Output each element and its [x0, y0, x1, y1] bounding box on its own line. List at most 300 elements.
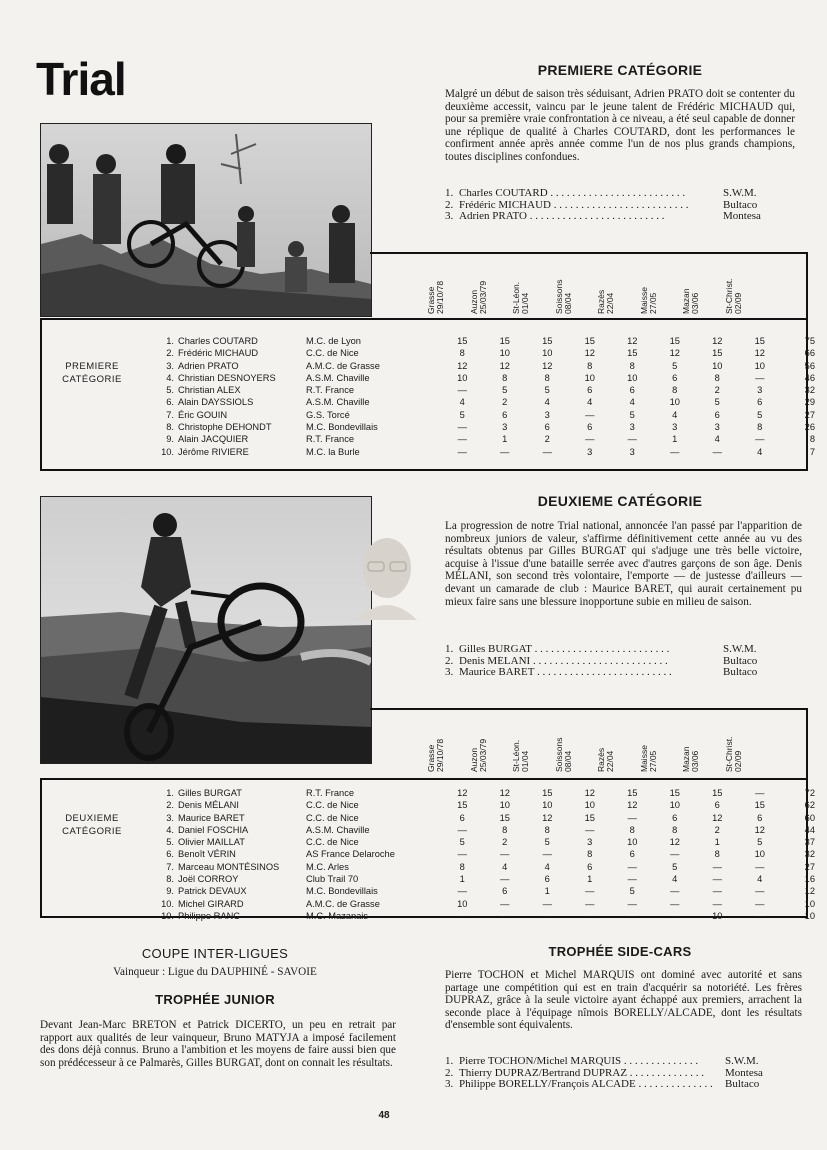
total-cell: 8 — [809, 434, 815, 445]
table-row — [150, 347, 815, 359]
score-cell: — — [755, 434, 765, 445]
club-cell: A.S.M. Chaville — [306, 397, 370, 408]
rider-name-cell: Joël CORROY — [178, 874, 239, 885]
score-cell: — — [500, 898, 510, 909]
rank-cell: 3. — [166, 812, 174, 823]
club-cell: C.C. de Nice — [306, 812, 359, 823]
podium-name: Maurice BARET . . . . . . . . . . . . . . . . . . . . . . . . . — [459, 667, 672, 679]
column-header: Mazan 03/06 — [681, 746, 700, 772]
rank-cell: 6. — [166, 397, 174, 408]
score-cell: 12 — [669, 837, 680, 848]
table-rule — [40, 778, 808, 780]
riders-photo — [40, 123, 372, 317]
score-cell: — — [670, 898, 680, 909]
sidecars-text: Pierre TOCHON et Michel MARQUIS ont dominé avec autorité et sans partage une compétition qui est en train d'acquérir sa notoriété. Les frères DUPRAZ, grâce à la seule victoire ayant échappé aux premiers, arrachent la seconde place à l'équipage nîmois BORELLY/ALCADE, dont les résultats d'ensemble sont équivalents. — [445, 969, 802, 1032]
table-row — [150, 360, 815, 372]
rank-cell: 9. — [166, 886, 174, 897]
score-cell: 10 — [542, 348, 553, 359]
table-row — [150, 898, 815, 910]
podium-row — [445, 644, 795, 656]
score-cell: 8 — [757, 422, 763, 433]
score-cell: 10 — [627, 837, 638, 848]
score-cell: 5 — [459, 409, 465, 420]
score-cell: — — [627, 434, 637, 445]
score-cell: 5 — [629, 409, 635, 420]
score-cell: 2 — [544, 434, 550, 445]
score-cell: 3 — [672, 422, 678, 433]
score-cell: 4 — [459, 397, 465, 408]
table-row — [150, 421, 815, 433]
page-title: Trial — [36, 53, 126, 105]
score-cell: 15 — [457, 800, 468, 811]
score-cell: 3 — [757, 385, 763, 396]
score-cell: 15 — [542, 336, 553, 346]
score-cell: — — [670, 446, 680, 457]
podium-rank: 2. — [445, 198, 454, 211]
score-cell: — — [712, 886, 722, 897]
score-cell: 4 — [629, 397, 635, 408]
rider-name-cell: Adrien PRATO — [178, 360, 239, 371]
score-cell: 5 — [757, 409, 763, 420]
table-rule — [40, 778, 42, 918]
score-cell: 4 — [502, 861, 508, 872]
rank-cell: 5. — [166, 385, 174, 396]
table-row — [150, 861, 815, 873]
column-header: Auzon 25/03/79 — [468, 280, 488, 314]
podium-name: Denis MÉLANI . . . . . . . . . . . . . . . . . . . . . . . . . — [459, 655, 668, 667]
club-cell: M.C. Arles — [306, 861, 349, 872]
score-cell: 15 — [712, 788, 723, 798]
score-cell: 12 — [542, 812, 553, 823]
score-cell: — — [670, 886, 680, 897]
club-cell: M.C. Bondevillais — [306, 886, 378, 897]
score-cell: 15 — [669, 788, 680, 798]
table-row — [150, 799, 815, 811]
score-cell: 1 — [587, 874, 593, 885]
rider-name-cell: Christophe DEHONDT — [178, 422, 272, 433]
premiere-heading: PREMIERE CATÉGORIE — [537, 62, 703, 78]
podium-row — [445, 667, 795, 679]
score-cell: 5 — [544, 837, 550, 848]
rank-cell: 3. — [166, 360, 174, 371]
column-header: Razès 22/04 — [596, 289, 615, 314]
coupe-winner: Vainqueur : Ligue du DAUPHINÉ - SAVOIE — [113, 966, 317, 978]
podium-brand: S.W.M. — [725, 1055, 759, 1067]
score-cell: 8 — [587, 360, 593, 371]
score-cell: 6 — [672, 812, 678, 823]
club-cell: A.M.C. de Grasse — [306, 898, 380, 909]
rider-name-cell: Charles COUTARD — [178, 336, 258, 346]
podium-name: Adrien PRATO . . . . . . . . . . . . . . . . . . . . . . . . . — [459, 211, 665, 223]
total-cell: 32 — [804, 849, 815, 860]
premiere-results-table — [150, 335, 815, 458]
total-cell: 75 — [804, 336, 815, 346]
total-cell: 12 — [804, 886, 815, 897]
podium-brand: Montesa — [723, 210, 761, 223]
score-cell: — — [585, 886, 595, 897]
score-cell: 12 — [754, 348, 765, 359]
rank-cell: 1. — [166, 788, 174, 798]
column-header: St-Christ. 02/09 — [723, 736, 743, 772]
score-cell: — — [500, 446, 510, 457]
score-cell: 10 — [754, 849, 765, 860]
score-cell: — — [755, 910, 765, 921]
podium-brand: Bultaco — [723, 654, 758, 667]
score-cell: 5 — [757, 837, 763, 848]
rank-cell: 4. — [166, 372, 174, 383]
score-cell: 4 — [757, 874, 763, 885]
total-cell: 62 — [804, 800, 815, 811]
score-cell: 10 — [584, 372, 595, 383]
score-cell: — — [755, 886, 765, 897]
score-cell: 8 — [502, 372, 508, 383]
total-cell: 27 — [804, 861, 815, 872]
podium-row — [445, 1079, 797, 1091]
table-row — [150, 446, 815, 458]
rider-name-cell: Jérôme RIVIERE — [178, 446, 249, 457]
rider-name-cell: Philippe RANC — [178, 910, 241, 921]
deuxieme-column-headers — [426, 714, 777, 772]
score-cell: — — [585, 898, 595, 909]
score-cell: 15 — [499, 812, 510, 823]
premiere-column-headers — [426, 258, 777, 314]
score-cell: — — [755, 372, 765, 383]
total-cell: 60 — [804, 812, 815, 823]
rider-name-cell: Marceau MONTÉSINOS — [178, 861, 280, 872]
score-cell: 10 — [627, 372, 638, 383]
total-cell: 7 — [809, 446, 815, 457]
rider-name-cell: Maurice BARET — [178, 812, 245, 823]
score-cell: 4 — [757, 446, 763, 457]
total-cell: 10 — [804, 910, 815, 921]
rider-name-cell: Benoît VÉRIN — [178, 849, 236, 860]
portrait-watermark — [352, 530, 422, 620]
score-cell: 8 — [672, 824, 678, 835]
score-cell: 15 — [457, 336, 468, 346]
club-cell: R.T. France — [306, 788, 355, 798]
score-cell: 12 — [457, 360, 468, 371]
score-cell: — — [500, 849, 510, 860]
podium-rank: 3. — [445, 666, 454, 679]
table-rule — [370, 252, 808, 254]
deuxieme-heading: DEUXIEME CATÉGORIE — [537, 493, 703, 509]
rank-cell: 4. — [166, 824, 174, 835]
score-cell: 4 — [544, 861, 550, 872]
score-cell: 2 — [714, 385, 720, 396]
podium-rank: 1. — [445, 1055, 454, 1067]
score-cell: 3 — [587, 837, 593, 848]
score-cell: 8 — [544, 372, 550, 383]
score-cell: 1 — [714, 837, 720, 848]
score-cell: — — [755, 861, 765, 872]
club-cell: M.C. la Burle — [306, 446, 360, 457]
score-cell: — — [500, 874, 510, 885]
table-rule — [370, 708, 808, 710]
jump-photo — [40, 496, 372, 764]
score-cell: 12 — [542, 360, 553, 371]
score-cell: 10 — [712, 360, 723, 371]
score-cell: 6 — [714, 409, 720, 420]
column-header: Soissons 08/04 — [553, 737, 573, 772]
score-cell: 12 — [457, 788, 468, 798]
club-cell: Club Trail 70 — [306, 874, 359, 885]
table-row — [150, 384, 815, 396]
rank-cell: 10. — [161, 898, 174, 909]
score-cell: — — [457, 446, 467, 457]
score-cell: 12 — [627, 800, 638, 811]
sidecars-podium — [445, 1056, 797, 1091]
score-cell: 5 — [459, 837, 465, 848]
rider-name-cell: Éric GOUIN — [178, 409, 228, 420]
portrait-watermark-image — [352, 530, 422, 620]
podium-rank: 1. — [445, 187, 454, 199]
rider-name-cell: Olivier MAILLAT — [178, 837, 245, 848]
score-cell: 12 — [754, 824, 765, 835]
table-row — [150, 824, 815, 836]
podium-name: Philippe BORELLY/François ALCADE . . . . . . . . . . . . . . — [459, 1079, 713, 1091]
column-header: St-Léon. 01/04 — [511, 281, 530, 314]
score-cell: 4 — [587, 397, 593, 408]
podium-rank: 1. — [445, 643, 454, 655]
score-cell: 15 — [627, 788, 638, 798]
club-cell: M.C. Mazanais — [306, 910, 368, 921]
table-row — [150, 335, 815, 347]
score-cell: 5 — [714, 397, 720, 408]
score-cell: 8 — [629, 360, 635, 371]
score-cell: — — [585, 434, 595, 445]
column-header: Grasse 29/10/78 — [426, 280, 445, 314]
score-cell: 8 — [587, 849, 593, 860]
rank-cell: 7. — [166, 409, 174, 420]
score-cell: — — [542, 910, 552, 921]
total-cell: 16 — [804, 874, 815, 885]
table-rule — [40, 469, 808, 471]
club-cell: R.T. France — [306, 434, 355, 445]
score-cell: 6 — [629, 849, 635, 860]
riders-photo-image — [41, 124, 371, 316]
table-row — [150, 848, 815, 860]
page-number: 48 — [378, 1110, 390, 1121]
score-cell: 6 — [587, 422, 593, 433]
score-cell: 6 — [757, 397, 763, 408]
score-cell: 6 — [587, 861, 593, 872]
score-cell: — — [627, 910, 637, 921]
rider-name-cell: Christian DESNOYERS — [178, 372, 276, 383]
rank-cell: 8. — [166, 422, 174, 433]
podium-brand: S.W.M. — [723, 187, 757, 199]
score-cell: 12 — [584, 348, 595, 359]
podium-name: Gilles BURGAT . . . . . . . . . . . . . . . . . . . . . . . . . — [459, 644, 670, 655]
rider-name-cell: Denis MÉLANI — [178, 800, 239, 811]
rank-cell: 8. — [166, 874, 174, 885]
podium-rank: 3. — [445, 1078, 454, 1091]
deuxieme-podium — [445, 644, 795, 679]
table-row — [150, 396, 815, 408]
column-header: Grasse 29/10/78 — [426, 738, 445, 772]
score-cell: — — [627, 861, 637, 872]
premiere-text: Malgré un début de saison très séduisant, Adrien PRATO doit se contenter du deuxième accessit, vaincu par le jeune talent de Frédéric MICHAUD qui, pour sa première vraie confrontation à ce niveau, a été seul capable de donner une réplique de qualité à Charles COUTARD, dont les performances le confirment année après année comme l'un de nos plus grands champions, toutes disciplines confondues. — [445, 88, 795, 163]
club-cell: AS France Delaroche — [306, 849, 395, 860]
score-cell: 15 — [754, 336, 765, 346]
table-rule — [40, 318, 808, 320]
total-cell: 10 — [804, 898, 815, 909]
score-cell: 6 — [502, 409, 508, 420]
score-cell: 3 — [714, 422, 720, 433]
score-cell: 10 — [712, 910, 723, 921]
sidecars-heading: TROPHÉE SIDE-CARS — [548, 944, 692, 959]
column-header: Razès 22/04 — [596, 747, 615, 772]
rank-cell: 6. — [166, 849, 174, 860]
score-cell: 8 — [714, 372, 720, 383]
podium-rank: 3. — [445, 210, 454, 223]
score-cell: 5 — [629, 886, 635, 897]
column-header: St-Léon. 01/04 — [511, 739, 530, 772]
score-cell: 10 — [584, 800, 595, 811]
score-cell: — — [457, 422, 467, 433]
score-cell: 6 — [459, 812, 465, 823]
score-cell: 6 — [544, 874, 550, 885]
score-cell: 6 — [629, 385, 635, 396]
score-cell: 15 — [712, 348, 723, 359]
table-row — [150, 372, 815, 384]
score-cell: — — [457, 910, 467, 921]
total-cell: 27 — [804, 409, 815, 420]
club-cell: M.C. de Lyon — [306, 336, 361, 346]
score-cell: — — [542, 446, 552, 457]
club-cell: C.C. de Nice — [306, 800, 359, 811]
score-cell: — — [755, 898, 765, 909]
table-row — [150, 910, 815, 922]
total-cell: 72 — [804, 788, 815, 798]
total-cell: 44 — [804, 824, 815, 835]
podium-row — [445, 1056, 797, 1068]
premiere-podium — [445, 188, 795, 223]
column-header: Mazan 03/06 — [681, 288, 700, 314]
score-cell: 8 — [629, 824, 635, 835]
score-cell: 3 — [587, 446, 593, 457]
club-cell: A.S.M. Chaville — [306, 372, 370, 383]
score-cell: 4 — [544, 397, 550, 408]
score-cell: — — [585, 910, 595, 921]
club-cell: A.S.M. Chaville — [306, 824, 370, 835]
total-cell: 26 — [804, 422, 815, 433]
podium-name: Charles COUTARD . . . . . . . . . . . . . . . . . . . . . . . . . — [459, 188, 686, 199]
score-cell: — — [712, 446, 722, 457]
score-cell: — — [670, 910, 680, 921]
category-label-line: CATÉGORIE — [62, 826, 122, 837]
jump-photo-image — [41, 497, 371, 763]
podium-brand: Bultaco — [723, 198, 758, 211]
score-cell: 10 — [542, 800, 553, 811]
table-rule — [40, 318, 42, 470]
score-cell: — — [712, 898, 722, 909]
score-cell: 10 — [669, 397, 680, 408]
score-cell: 10 — [457, 898, 468, 909]
table-row — [150, 787, 815, 799]
score-cell: 8 — [459, 348, 465, 359]
total-cell: 32 — [804, 385, 815, 396]
score-cell: — — [500, 910, 510, 921]
rider-name-cell: Christian ALEX — [178, 385, 241, 396]
score-cell: — — [542, 898, 552, 909]
total-cell: 37 — [804, 837, 815, 848]
score-cell: 15 — [754, 800, 765, 811]
score-cell: — — [457, 849, 467, 860]
score-cell: 6 — [502, 886, 508, 897]
table-row — [150, 433, 815, 445]
score-cell: 6 — [544, 422, 550, 433]
score-cell: — — [627, 898, 637, 909]
table-row — [150, 873, 815, 885]
score-cell: 2 — [502, 837, 508, 848]
score-cell: 5 — [672, 861, 678, 872]
column-header: St-Christ. 02/09 — [723, 278, 743, 314]
podium-rank: 2. — [445, 654, 454, 667]
score-cell: 3 — [502, 422, 508, 433]
score-cell: 2 — [714, 824, 720, 835]
rank-cell: 2. — [166, 348, 174, 359]
score-cell: 10 — [669, 800, 680, 811]
score-cell: 1 — [459, 874, 465, 885]
score-cell: — — [712, 874, 722, 885]
score-cell: — — [627, 874, 637, 885]
category-label-line: DEUXIEME — [65, 813, 119, 824]
rider-name-cell: Frédéric MICHAUD — [178, 348, 259, 359]
score-cell: 12 — [499, 360, 510, 371]
club-cell: C.C. de Nice — [306, 837, 359, 848]
score-cell: 15 — [499, 336, 510, 346]
score-cell: 15 — [627, 348, 638, 359]
score-cell: 8 — [544, 824, 550, 835]
score-cell: 6 — [672, 372, 678, 383]
rank-cell: 10. — [161, 446, 174, 457]
club-cell: G.S. Torcé — [306, 409, 350, 420]
category-label-line: PREMIERE — [65, 361, 119, 372]
score-cell: — — [585, 409, 595, 420]
category-label-line: CATÉGORIE — [62, 374, 122, 385]
table-row — [150, 885, 815, 897]
podium-brand: Bultaco — [723, 666, 758, 679]
rank-cell: 5. — [166, 837, 174, 848]
score-cell: 10 — [499, 800, 510, 811]
score-cell: 4 — [672, 874, 678, 885]
rank-cell: 10. — [161, 910, 174, 921]
podium-brand: Bultaco — [725, 1078, 760, 1091]
score-cell: 15 — [584, 812, 595, 823]
score-cell: 5 — [502, 385, 508, 396]
deuxieme-results-table — [150, 787, 815, 922]
score-cell: 4 — [714, 434, 720, 445]
rider-name-cell: Alain JACQUIER — [178, 434, 249, 445]
club-cell: A.M.C. de Grasse — [306, 360, 380, 371]
podium-name: Frédéric MICHAUD . . . . . . . . . . . . . . . . . . . . . . . . . — [459, 199, 689, 211]
table-row — [150, 812, 815, 824]
club-cell: R.T. France — [306, 385, 355, 396]
score-cell: 3 — [629, 446, 635, 457]
score-cell: 6 — [757, 812, 763, 823]
rider-name-cell: Daniel FOSCHIA — [178, 824, 249, 835]
score-cell: 1 — [672, 434, 678, 445]
rank-cell: 9. — [166, 434, 174, 445]
score-cell: 1 — [502, 434, 508, 445]
deuxieme-category-label — [44, 812, 140, 838]
score-cell: 6 — [714, 800, 720, 811]
score-cell: 12 — [712, 812, 723, 823]
score-cell: — — [627, 812, 637, 823]
score-cell: 3 — [629, 422, 635, 433]
score-cell: 10 — [499, 348, 510, 359]
podium-brand: S.W.M. — [723, 643, 757, 655]
